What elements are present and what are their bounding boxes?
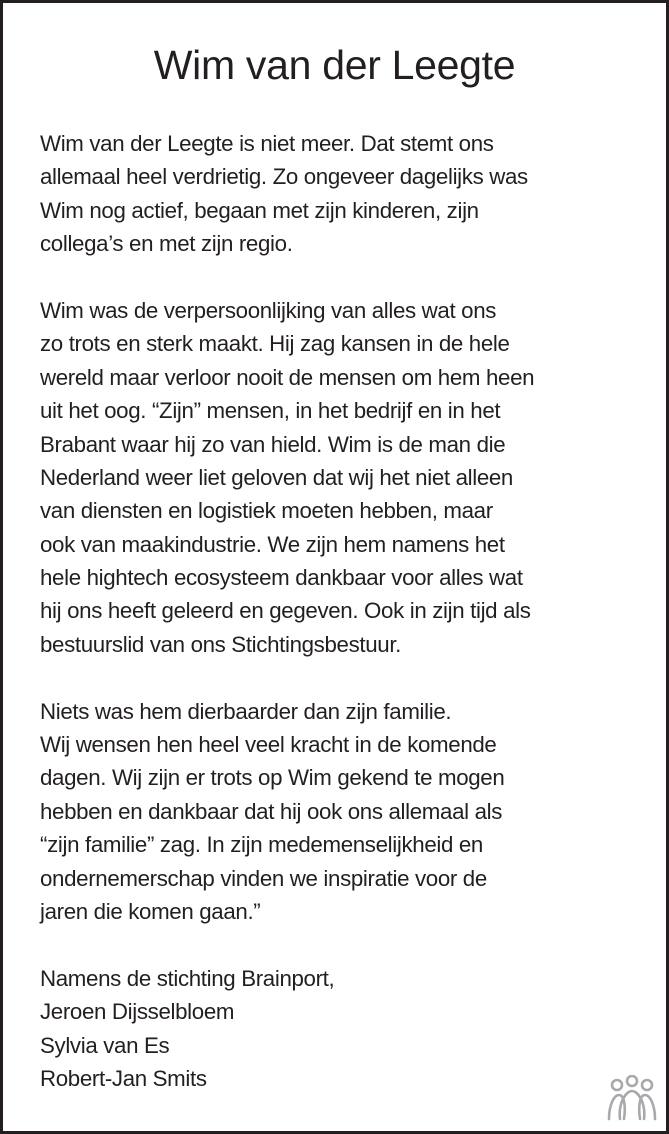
text-line: uit het oog. “Zijn” mensen, in het bedrijf en in het bbox=[40, 398, 501, 424]
text-line: hij ons heeft geleerd en gegeven. Ook in zijn tijd als bbox=[40, 598, 531, 624]
signatory-name: Jeroen Dijsselbloem bbox=[40, 999, 235, 1025]
text-line: Nederland weer liet geloven dat wij het niet alleen bbox=[40, 464, 513, 490]
text-line: Brabant waar hij zo van hield. Wim is de man die bbox=[40, 431, 506, 457]
text-line: dagen. Wij zijn er trots op Wim gekend te mogen bbox=[40, 765, 505, 791]
paragraph-2 bbox=[40, 294, 534, 661]
signatory-name: Sylvia van Es bbox=[40, 1032, 170, 1058]
text-line: hebben en dankbaar dat hij ook ons allemaal als bbox=[40, 798, 503, 824]
text-line: Wim van der Leegte is niet meer. Dat stemt ons bbox=[40, 131, 494, 156]
text-line: Wim was de verpersoonlijking van alles wat ons bbox=[40, 297, 497, 323]
text-line: allemaal heel verdrietig. Zo ongeveer dagelijks was bbox=[40, 164, 528, 190]
text-line: ook van maakindustrie. We zijn hem namens het bbox=[40, 531, 505, 557]
signatory-name: Robert-Jan Smits bbox=[40, 1065, 207, 1091]
signature-block bbox=[40, 962, 534, 1096]
text-line: bestuurslid van ons Stichtingsbestuur. bbox=[40, 631, 402, 657]
paragraph-1 bbox=[40, 127, 534, 261]
signature-org: Namens de stichting Brainport, bbox=[40, 965, 335, 991]
text-line: wereld maar verloor nooit de mensen om hem heen bbox=[40, 364, 535, 390]
text-line: Wij wensen hen heel veel kracht in de komende bbox=[40, 732, 497, 758]
text-line: jaren die komen gaan.” bbox=[40, 898, 261, 924]
text-line: Niets was hem dierbaarder dan zijn familie. bbox=[40, 698, 452, 724]
obituary-body bbox=[40, 127, 534, 1095]
obituary-title: Wim van der Leegte bbox=[153, 42, 516, 88]
text-line: hele hightech ecosysteem dankbaar voor alles wat bbox=[40, 565, 523, 591]
text-line: zo trots en sterk maakt. Hij zag kansen in de hele bbox=[40, 331, 510, 357]
paragraph-3 bbox=[40, 695, 534, 929]
text-line: van diensten en logistiek moeten hebben, maar bbox=[40, 498, 493, 524]
family-icon bbox=[606, 1075, 658, 1123]
text-line: Wim nog actief, begaan met zijn kinderen, zijn bbox=[40, 197, 479, 223]
text-line: “zijn familie” zag. In zijn medemenselijkheid en bbox=[40, 832, 483, 858]
text-line: ondernemerschap vinden we inspiratie voor de bbox=[40, 865, 487, 891]
text-line: collega’s en met zijn regio. bbox=[40, 231, 293, 257]
